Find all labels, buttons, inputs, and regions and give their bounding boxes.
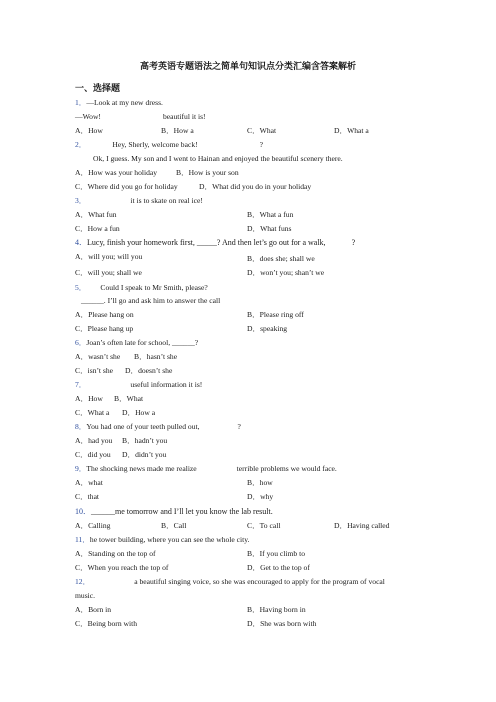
section-heading: 一、选择题 xyxy=(75,83,121,93)
option-a[interactable]: A．How xyxy=(75,394,103,403)
question-5-line2: ______. I’ll go and ask him to answer the call xyxy=(81,296,221,305)
option-c[interactable]: C．What a xyxy=(75,408,110,417)
option-b[interactable]: B．If you climb to xyxy=(247,549,306,558)
option-d[interactable]: D．didn’t you xyxy=(122,450,167,459)
option-d[interactable]: D．She was born with xyxy=(247,619,317,628)
option-d[interactable]: D．How a xyxy=(122,408,156,417)
option-d[interactable]: D．What did you do in your holiday xyxy=(199,182,312,191)
option-d[interactable]: D．won’t you; shan’t we xyxy=(247,268,325,277)
option-a[interactable]: A．Calling xyxy=(75,521,111,530)
option-a[interactable]: A．What fun xyxy=(75,210,117,219)
option-c[interactable]: C．did you xyxy=(75,450,111,459)
option-a[interactable]: A．How xyxy=(75,126,103,135)
option-a[interactable]: A．wasn’t she xyxy=(75,352,121,361)
option-d[interactable]: D．Get to the top of xyxy=(247,563,310,572)
option-b[interactable]: B．Call xyxy=(161,521,187,530)
option-b[interactable]: B．How is your son xyxy=(176,168,239,177)
option-c[interactable]: C．What xyxy=(247,126,277,135)
option-a[interactable]: A．will you; will you xyxy=(75,252,143,261)
option-b[interactable]: B．hadn’t you xyxy=(122,436,168,445)
option-b[interactable]: B．Please ring off xyxy=(247,310,304,319)
option-b[interactable]: B．Having born in xyxy=(247,605,306,614)
question-11: 11．he tower building, where you can see the whole city. xyxy=(75,535,250,544)
question-4: 4．Lucy, finish your homework first, _____? And then let’s go out for a walk, ? xyxy=(75,238,356,247)
option-c[interactable]: C．How a fun xyxy=(75,224,120,233)
option-b[interactable]: B．how xyxy=(247,478,273,487)
option-c[interactable]: C．When you reach the top of xyxy=(75,563,169,572)
question-2: 2． Hey, Sherly, welcome back! ? xyxy=(75,140,264,149)
option-d[interactable]: D．speaking xyxy=(247,324,288,333)
question-3: 3． it is to skate on real ice! xyxy=(75,196,203,205)
question-12-line2: music. xyxy=(75,591,96,600)
option-b[interactable]: B．hasn’t she xyxy=(134,352,178,361)
option-b[interactable]: B．does she; shall we xyxy=(247,254,315,263)
option-a[interactable]: A．had you xyxy=(75,436,113,445)
question-2-line2: Ok, I guess. My son and I went to Hainan and enjoyed the beautiful scenery there. xyxy=(93,154,343,163)
question-6: 6．Joan’s often late for school, ______? xyxy=(75,338,199,347)
option-c[interactable]: C．Please hang up xyxy=(75,324,134,333)
option-b[interactable]: B．What a fun xyxy=(247,210,294,219)
option-d[interactable]: D．What funs xyxy=(247,224,292,233)
option-c[interactable]: C．isn’t she xyxy=(75,366,114,375)
question-8: 8．You had one of your teeth pulled out, ? xyxy=(75,422,241,431)
question-9: 9．The shocking news made me realize terrible problems we would face. xyxy=(75,464,337,473)
option-d[interactable]: D．Having called xyxy=(334,521,390,530)
option-d[interactable]: D．why xyxy=(247,492,274,501)
question-text: —Look at my new dress. xyxy=(86,98,163,107)
option-a[interactable]: A．Please hang on xyxy=(75,310,134,319)
option-a[interactable]: A．How was your holiday xyxy=(75,168,158,177)
option-d[interactable]: D．What a xyxy=(334,126,369,135)
option-c[interactable]: C．will you; shall we xyxy=(75,268,142,277)
question-1 xyxy=(75,98,163,107)
option-b[interactable]: B．What xyxy=(114,394,144,403)
question-10: 10．______me tomorrow and I’ll let you know the lab result. xyxy=(75,507,273,516)
question-number: 1． xyxy=(75,98,87,107)
option-c[interactable]: C．Being born with xyxy=(75,619,138,628)
option-c[interactable]: C．Where did you go for holiday xyxy=(75,182,178,191)
document-title: 高考英语专题语法之简单句知识点分类汇编含答案解析 xyxy=(139,61,356,71)
question-12: 12． a beautiful singing voice, so she was encouraged to apply for the program of vocal xyxy=(75,577,385,586)
question-7: 7． useful information it is! xyxy=(75,380,203,389)
option-a[interactable]: A．what xyxy=(75,478,103,487)
option-d[interactable]: D．doesn’t she xyxy=(125,366,173,375)
option-a[interactable]: A．Born in xyxy=(75,605,112,614)
option-b[interactable]: B．How a xyxy=(161,126,194,135)
option-c[interactable]: C．that xyxy=(75,492,100,501)
option-a[interactable]: A．Standing on the top of xyxy=(75,549,156,558)
question-1-line2: —Wow! beautiful it is! xyxy=(75,112,206,121)
option-c[interactable]: C．To call xyxy=(247,521,281,530)
question-5: 5． Could I speak to Mr Smith, please? xyxy=(75,283,208,292)
